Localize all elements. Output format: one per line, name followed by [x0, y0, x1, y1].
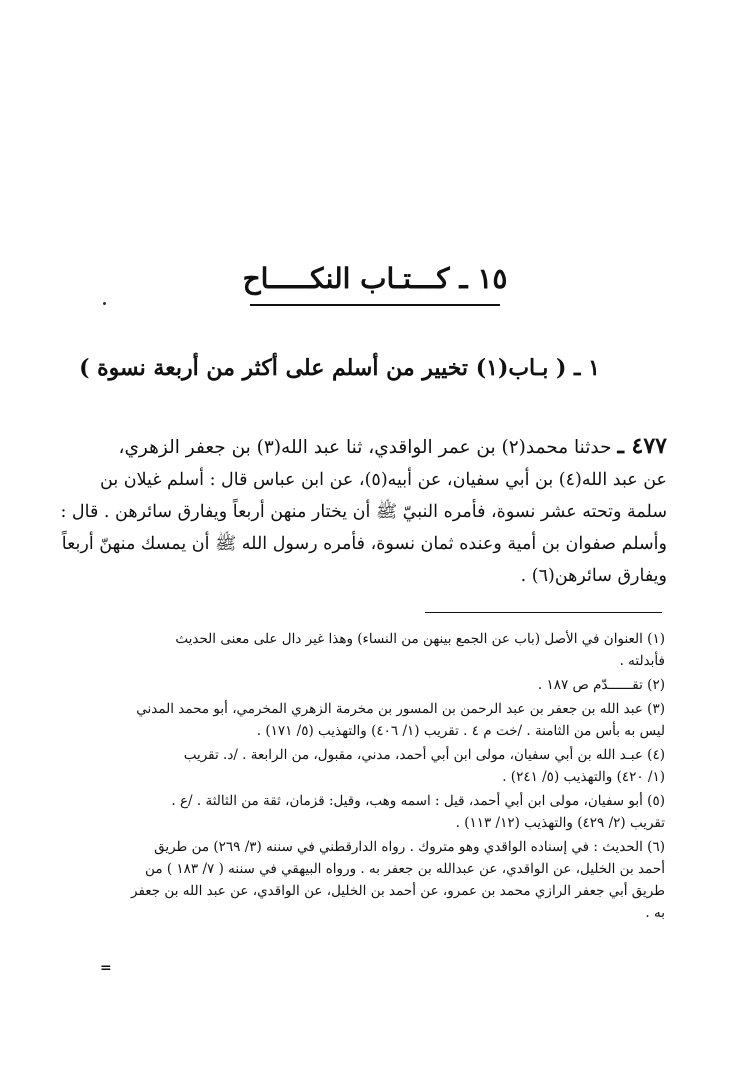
continuation-mark: =	[100, 960, 112, 976]
title-underline	[250, 304, 500, 306]
footnote-6	[90, 836, 665, 924]
ink-speck	[103, 302, 106, 305]
footnote-separator	[425, 612, 662, 613]
footnote-line: ليس به بأس من الثامنة . /خت م ٤ . تقريب (١/ ٤٠٦) والتهذيب (٥/ ١٧١) .	[256, 723, 665, 739]
footnote-2	[90, 674, 665, 696]
footnote-5	[90, 790, 665, 834]
hadith-first-line-text: حدثنا محمد(٢) بن عمر الواقدي، ثنا عبد الله(٣) بن جعفر الزهري،	[118, 437, 618, 458]
hadith-line: ويفارق سائرهن(٦) .	[520, 566, 667, 586]
footnote-line: (٣) عبد الله بن جعفر بن عبد الرحمن بن المسور بن مخرمة الزهري المخرمي، أبو محمد المدني	[136, 701, 665, 717]
footnote-line: (١/ ٤٢٠) والتهذيب (٥/ ٢٤١) .	[502, 769, 665, 785]
footnote-line: (٢) تقــــــدّم ص ١٨٧ .	[537, 677, 665, 693]
hadith-number: ٤٧٧ ـ	[617, 433, 667, 459]
hadith-line: وأسلم صفوان بن أمية وعنده ثمان نسوة، فأمره رسول الله ﷺ أن يمسك منهنّ أربعاً	[61, 534, 667, 554]
footnote-4	[90, 744, 665, 788]
footnote-line: أحمد بن الخليل، عن الواقدي، عن عبدالله بن جعفر به . ورواه البيهقي في سننه ( ٧/ ١٨٣ ) من	[145, 861, 665, 877]
footnote-line: به .	[645, 905, 665, 921]
footnote-line: (٦) الحديث : في إسناده الواقدي وهو متروك . رواه الدارقطني في سننه (٣/ ٢٦٩) من طريق	[154, 839, 665, 855]
book-title	[0, 262, 750, 295]
footnote-line: (١) العنوان في الأصل (باب عن الجمع بينهن من النساء) وهذا غير دال على معنى الحديث	[175, 631, 665, 647]
footnotes	[90, 628, 665, 926]
footnote-line: فأبدلته .	[619, 653, 665, 669]
footnote-1	[90, 628, 665, 672]
hadith-body	[60, 430, 667, 592]
hadith-line: عن عبد الله(٤) بن أبي سفيان، عن أبيه(٥)، عن ابن عباس قال : أسلم غيلان بن	[100, 470, 667, 490]
footnote-line: (٥) أبو سفيان، مولى ابن أبي أحمد، قيل : اسمه وهب، وقيل: قزمان، ثقة من الثالثة . /ع .	[171, 793, 665, 809]
footnote-line: طريق أبي جعفر الرازي محمد بن عمرو، عن أحمد بن الخليل، عن الواقدي، عن عبد الله بن جعفر	[131, 883, 665, 899]
hadith-line: سلمة وتحته عشر نسوة، فأمره النبيّ ﷺ أن يختار منهن أربعاً ويفارق سائرهن . قال :	[60, 502, 667, 522]
hadith-first-line	[92, 430, 667, 464]
footnote-3	[90, 698, 665, 742]
footnote-line: (٤) عبـد الله بن أبي سفيان، مولى ابن أبي أحمد، مدني، مقبول، من الرابعة . /د. تقريب	[183, 747, 665, 763]
book-title-text: ١٥ ـ كـــتـاب النكـــــاح	[242, 262, 508, 295]
footnote-line: تقريب (٢/ ٤٢٩) والتهذيب (١٢/ ١١٣) .	[455, 815, 665, 831]
chapter-title: ١ ـ ( بـاب(١) تخيير من أسلم على أكثر من أربعة نسوة )	[79, 355, 600, 381]
